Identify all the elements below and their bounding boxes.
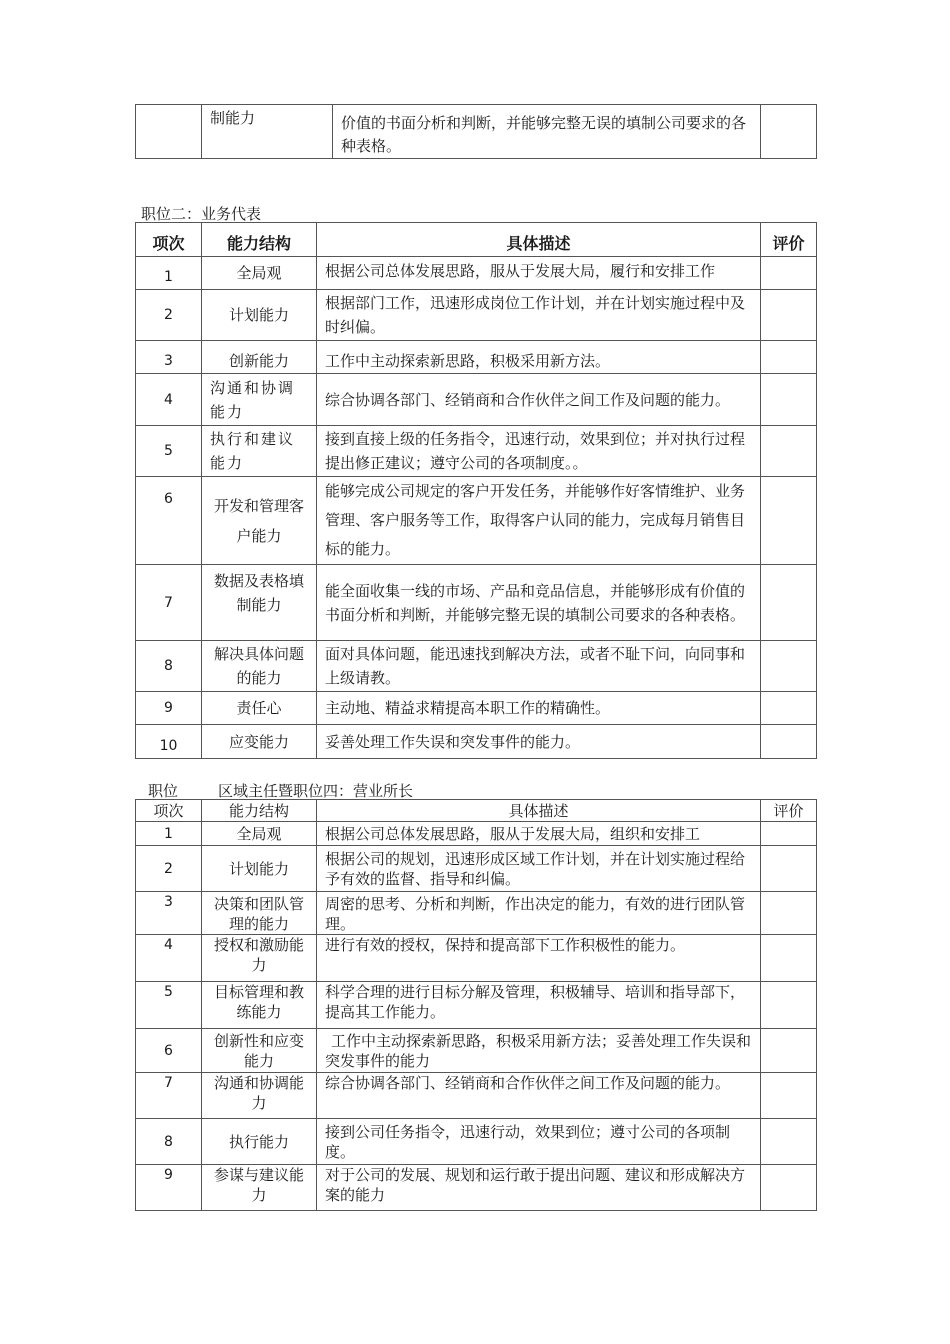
rating-cell [761, 846, 817, 892]
header-item-no: 项次 [136, 800, 202, 822]
rating-cell [761, 374, 817, 426]
table-row [136, 374, 817, 426]
rating-cell [761, 105, 817, 159]
rating-cell [761, 935, 817, 982]
rating-cell [761, 1029, 817, 1073]
ability-cell: 沟通和协调能力 [202, 1073, 317, 1119]
table-cell [136, 105, 202, 159]
rating-cell [761, 1073, 817, 1119]
item-number: 6 [136, 1029, 202, 1073]
section-heading: 职位二：业务代表 [141, 205, 262, 223]
ability-cell: 制能力 [202, 105, 333, 159]
item-number: 9 [136, 692, 202, 725]
rating-cell [761, 982, 817, 1029]
rating-cell [761, 1165, 817, 1211]
table-row [136, 1029, 817, 1073]
table-row [136, 1119, 817, 1165]
header-rating: 评价 [761, 223, 817, 257]
table-row [136, 341, 817, 374]
table-row [136, 426, 817, 477]
description-cell: 接到直接上级的任务指令，迅速行动，效果到位；并对执行过程提出修正建议；遵守公司的各项制度。。 [317, 426, 761, 477]
ability-cell: 参谋与建议能力 [202, 1165, 317, 1211]
table-row [136, 641, 817, 692]
description-text: 根据公司总体发展思路，服从于发展大局，组织和安排工 [325, 824, 701, 843]
item-number: 7 [136, 565, 202, 641]
ability-cell: 执行和建议能力 [202, 426, 317, 477]
header-description: 具体描述 [317, 223, 761, 257]
table-row [136, 892, 817, 935]
table-row [136, 565, 817, 641]
description-cell: 能够完成公司规定的客户开发任务，并能够作好客情维护、业务管理、客户服务等工作，取得客户认同的能力，完成每月销售目标的能力。 [317, 477, 761, 565]
table-row [136, 982, 817, 1029]
ability-cell: 开发和管理客户能力 [202, 477, 317, 565]
item-number: 6 [136, 477, 202, 565]
item-number: 4 [136, 935, 202, 982]
ability-table-district-manager [135, 799, 817, 1211]
description-cell: 工作中主动探索新思路，积极采用新方法。 [317, 341, 761, 374]
rating-cell [761, 477, 817, 565]
ability-cell: 授权和激励能力 [202, 935, 317, 982]
item-number: 2 [136, 290, 202, 341]
description-cell: 根据公司的规划，迅速形成区域工作计划，并在计划实施过程给予有效的监督、指导和纠偏。 [317, 846, 761, 892]
rating-cell [761, 426, 817, 477]
ability-cell: 创新性和应变能力 [202, 1029, 317, 1073]
item-number: 10 [136, 725, 202, 759]
rating-cell [761, 565, 817, 641]
rating-cell [761, 1119, 817, 1165]
description-cell: 接到公司任务指令，迅速行动，效果到位；遵寸公司的各项制度。 [317, 1119, 761, 1165]
description-cell: 面对具体问题，能迅速找到解决方法，或者不耻下问，向同事和上级请教。 [317, 641, 761, 692]
description-cell: 进行有效的授权，保持和提高部下工作积极性的能力。 [317, 935, 761, 982]
header-rating: 评价 [761, 800, 817, 822]
description-cell [317, 257, 761, 290]
table-row [136, 105, 817, 159]
rating-cell [761, 892, 817, 935]
header-item-no: 项次 [136, 223, 202, 257]
ability-cell: 决策和团队管理的能力 [202, 892, 317, 935]
item-number: 3 [136, 341, 202, 374]
rating-cell [761, 692, 817, 725]
ability-cell: 执行能力 [202, 1119, 317, 1165]
description-cell: 综合协调各部门、经销商和合作伙伴之间工作及问题的能力。 [317, 374, 761, 426]
item-number: 9 [136, 1165, 202, 1211]
description-cell: 对于公司的发展、规划和运行敢于提出问题、建议和形成解决方案的能力 [317, 1165, 761, 1211]
table-row [136, 1165, 817, 1211]
table-row [136, 822, 817, 846]
item-number: 5 [136, 982, 202, 1029]
ability-cell: 责任心 [202, 692, 317, 725]
item-number: 8 [136, 641, 202, 692]
ability-cell: 解决具体问题的能力 [202, 641, 317, 692]
description-cell: 主动地、精益求精提高本职工作的精确性。 [317, 692, 761, 725]
rating-cell [761, 641, 817, 692]
table-row [136, 290, 817, 341]
item-number: 3 [136, 892, 202, 935]
ability-cell: 沟通和协调能力 [202, 374, 317, 426]
description-cell: 能全面收集一线的市场、产品和竞品信息，并能够形成有价值的书面分析和判断，并能够完整无误的填制公司要求的各种表格。 [317, 565, 761, 641]
ability-table-sales-rep [135, 222, 817, 759]
description-cell: 工作中主动探索新思路，积极采用新方法；妥善处理工作失误和突发事件的能力 [317, 1029, 761, 1073]
ability-cell: 创新能力 [202, 341, 317, 374]
ability-cell: 数据及表格填制能力 [202, 565, 317, 641]
description-cell: 周密的思考、分析和判断，作出决定的能力，有效的进行团队管理。 [317, 892, 761, 935]
table-row [136, 725, 817, 759]
item-number: 8 [136, 1119, 202, 1165]
section-heading-prefix: 职位 [148, 782, 179, 800]
description-cell: 根据部门工作，迅速形成岗位工作计划，并在计划实施过程中及时纠偏。 [317, 290, 761, 341]
item-number: 1 [136, 822, 202, 846]
description-cell [317, 822, 761, 846]
description-cell: 妥善处理工作失误和突发事件的能力。 [317, 725, 761, 759]
table-row [136, 935, 817, 982]
table-row [136, 692, 817, 725]
rating-cell [761, 341, 817, 374]
description-cell: 综合协调各部门、经销商和合作伙伴之间工作及问题的能力。 [317, 1073, 761, 1119]
section-heading: 区域主任暨职位四：营业所长 [218, 782, 414, 800]
table-row [136, 477, 817, 565]
ability-cell: 全局观 [202, 822, 317, 846]
table-row [136, 846, 817, 892]
continued-table [135, 104, 817, 159]
header-ability: 能力结构 [202, 800, 317, 822]
rating-cell [761, 725, 817, 759]
item-number: 5 [136, 426, 202, 477]
description-cell: 科学合理的进行目标分解及管理，积极辅导、培训和指导部下，提高其工作能力。 [317, 982, 761, 1029]
ability-cell: 应变能力 [202, 725, 317, 759]
description-text: 根据公司总体发展思路，服从于发展大局，履行和安排工作 [325, 262, 716, 280]
table-header-row [136, 223, 817, 257]
header-ability: 能力结构 [202, 223, 317, 257]
ability-cell: 计划能力 [202, 290, 317, 341]
table-row [136, 257, 817, 290]
item-number: 4 [136, 374, 202, 426]
table-header-row [136, 800, 817, 822]
item-number: 1 [136, 257, 202, 290]
description-cell: 价值的书面分析和判断，并能够完整无误的填制公司要求的各种表格。 [333, 105, 761, 159]
rating-cell [761, 290, 817, 341]
rating-cell [761, 257, 817, 290]
table-row [136, 1073, 817, 1119]
item-number: 7 [136, 1073, 202, 1119]
header-description: 具体描述 [317, 800, 761, 822]
ability-cell: 计划能力 [202, 846, 317, 892]
item-number: 2 [136, 846, 202, 892]
ability-cell: 目标管理和教练能力 [202, 982, 317, 1029]
rating-cell [761, 822, 817, 846]
ability-cell: 全局观 [202, 257, 317, 290]
